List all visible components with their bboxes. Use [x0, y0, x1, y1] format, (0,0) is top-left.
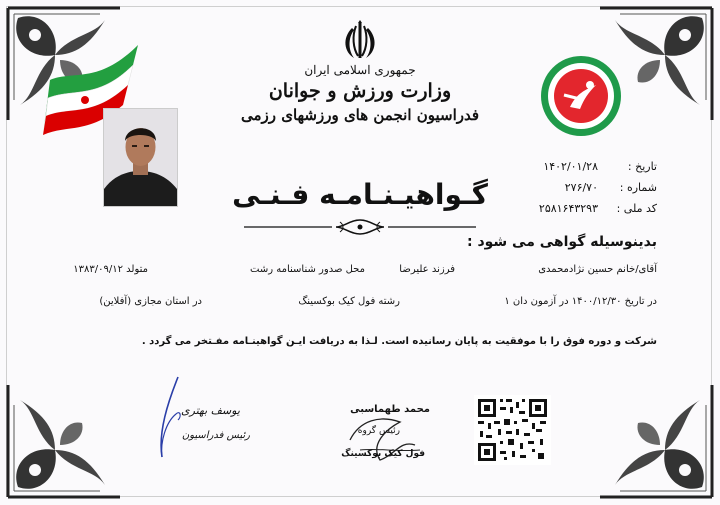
middle-signer-field: فول کیک بوکسینگ	[341, 449, 425, 459]
holder-name: آقای/خانم حسین نژادمحمدی	[538, 264, 657, 275]
signature-federation-president	[150, 372, 245, 462]
exam-date: در تاریخ ۱۴۰۰/۱۲/۳۰ در آزمون دان ۱	[504, 296, 657, 307]
left-signer-title: رئیس فدراسیون	[181, 430, 250, 441]
number-label: شماره :	[619, 181, 657, 194]
holder-birthplace: محل صدور شناسنامه رشت	[250, 264, 365, 275]
exam-field: رشته فول کیک بوکسینگ	[298, 296, 400, 307]
completion-statement: شرکت و دوره فوق را با موفقیت به پایان رسانیده است. لـذا به دریافت ایـن گواهینـامه مفـتخر می گردد .	[141, 336, 657, 347]
header-ministry: وزارت ورزش و جوانان	[268, 80, 452, 102]
corner-ornament-bottom-left	[0, 375, 130, 505]
header-republic: جمهوری اسلامی ایران	[304, 63, 416, 77]
exam-province: در استان مجازی (آفلاین)	[99, 296, 202, 307]
date-label: تاریخ :	[627, 160, 657, 173]
certification-intro: بدینوسیله گواهی می شود :	[466, 234, 657, 250]
number-value: ۲۷۶/۷۰	[564, 181, 598, 194]
middle-signer-name: محمد طهماسبی	[350, 404, 430, 415]
header-federation: فدراسیون انجمن های ورزشهای رزمی	[240, 106, 480, 124]
holder-father: فرزند علیرضا	[399, 264, 455, 275]
national-code-label: کد ملی :	[616, 202, 657, 215]
left-signer-name: یوسف بهتری	[181, 404, 240, 417]
corner-ornament-bottom-right	[590, 375, 720, 505]
date-value: ۱۴۰۲/۰۱/۲۸	[543, 160, 598, 173]
qr-code	[474, 395, 551, 465]
federation-logo-text	[500, 15, 501, 16]
federation-logo-icon	[540, 55, 622, 137]
title-divider-ornament	[244, 216, 476, 238]
iran-emblem-icon	[340, 20, 380, 62]
certificate-title: گـواهیـنـامـه فـنـی	[232, 178, 488, 211]
national-code-value: ۲۵۸۱۶۴۳۲۹۳	[538, 202, 598, 215]
middle-signer-title: رئیس گروه	[357, 426, 400, 436]
federation-logo	[540, 55, 622, 137]
holder-birthdate: متولد ۱۳۸۳/۰۹/۱۲	[73, 264, 148, 275]
